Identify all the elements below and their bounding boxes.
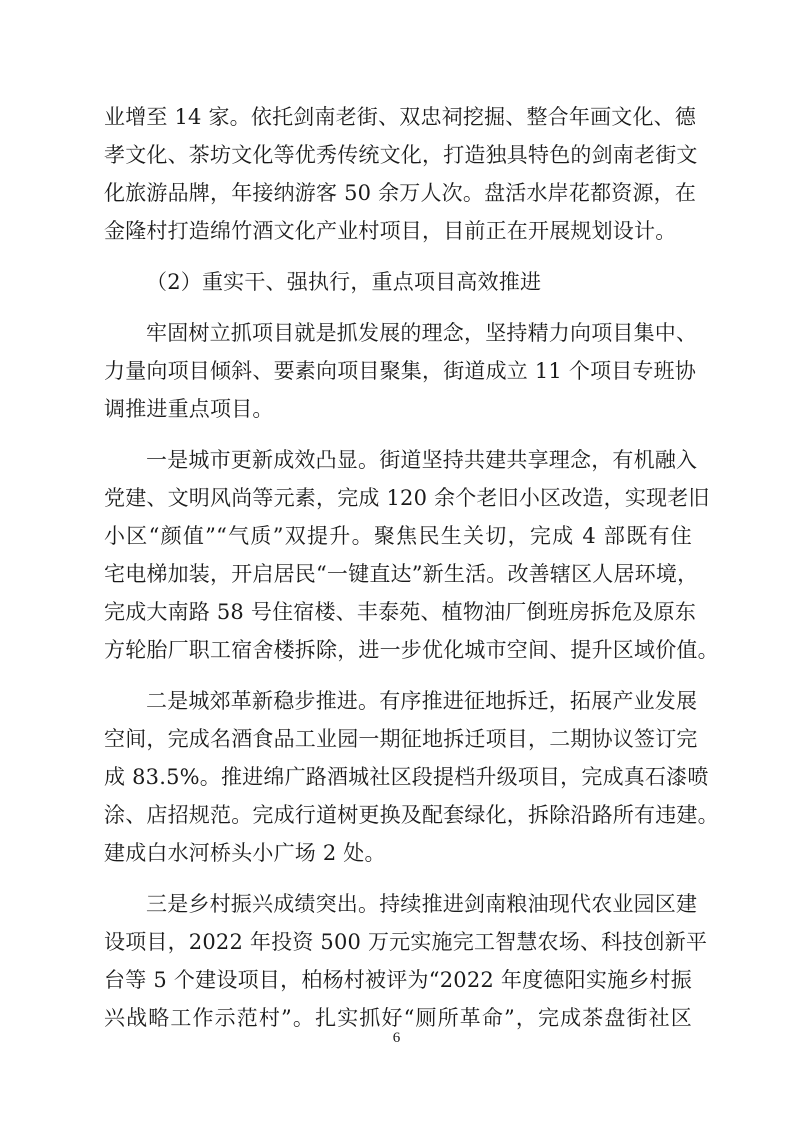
- text-line: 牢固树立抓项目就是抓发展的理念，坚持精力向项目集中、: [146, 321, 698, 345]
- text-line: 业增至 14 家。依托剑南老街、双忠祠挖掘、整合年画文化、德: [104, 105, 697, 129]
- text-line: 兴战略工作示范村”。扎实抓好“厕所革命”，完成茶盘街社区: [104, 1006, 692, 1030]
- heading-line: （2）重实干、强执行，重点项目高效推进: [146, 270, 542, 294]
- text-line: 一是城市更新成效凸显。街道坚持共建共享理念，有机融入: [146, 448, 698, 472]
- text-line: 党建、文明风尚等元素，完成 120 余个老旧小区改造，实现老旧: [104, 486, 710, 510]
- text-line: 台等 5 个建设项目，柏杨村被评为“2022 年度德阳实施乡村振: [104, 968, 692, 992]
- text-line: 力量向项目倾斜、要素向项目聚集，街道成立 11 个项目专班协: [104, 359, 697, 383]
- text-line: 完成大南路 58 号住宿楼、丰泰苑、植物油厂倒班房拆危及原东: [104, 600, 697, 624]
- paragraph-suburban-renewal: [104, 682, 719, 872]
- paragraph-project-philosophy: [104, 314, 698, 428]
- text-line: 方轮胎厂职工宿舍楼拆除，进一步优化城市空间、提升区域价值。: [104, 638, 719, 662]
- text-line: 三是乡村振兴成绩突出。持续推进剑南粮油现代农业园区建: [146, 892, 698, 916]
- text-line: 涂、店招规范。完成行道树更换及配套绿化，拆除沿路所有违建。: [104, 803, 719, 827]
- text-line: 孝文化、茶坊文化等优秀传统文化，打造独具特色的剑南老街文: [104, 143, 698, 167]
- page-number: 6: [392, 1030, 401, 1046]
- text-line: 二是城郊革新稳步推进。有序推进征地拆迁，拓展产业发展: [146, 689, 698, 713]
- text-line: 成 83.5%。推进绵广路酒城社区段提档升级项目，完成真石漆喷: [104, 765, 709, 789]
- text-line: 化旅游品牌，年接纳游客 50 余万人次。盘活水岸花都资源，在: [104, 181, 697, 205]
- text-line: 空间，完成名酒食品工业园一期征地拆迁项目，二期协议签订完: [104, 727, 698, 751]
- paragraph-urban-renewal: [104, 441, 719, 669]
- paragraph-continuation: [104, 98, 698, 250]
- section-heading: [104, 263, 692, 301]
- text-line: 小区“颜值”“气质”双提升。聚焦民生关切，完成 4 部既有住: [104, 524, 692, 548]
- text-line: 金隆村打造绵竹酒文化产业村项目，目前正在开展规划设计。: [104, 219, 677, 243]
- paragraph-rural-revitalization: [104, 885, 708, 1037]
- text-line: 调推进重点项目。: [104, 397, 274, 421]
- document-body: [104, 98, 719, 1050]
- text-line: 宅电梯加装，开启居民“一键直达”新生活。改善辖区人居环境，: [104, 562, 699, 586]
- text-line: 建成白水河桥头小广场 2 处。: [104, 841, 386, 865]
- text-line: 设项目，2022 年投资 500 万元实施完工智慧农场、科技创新平: [104, 930, 708, 954]
